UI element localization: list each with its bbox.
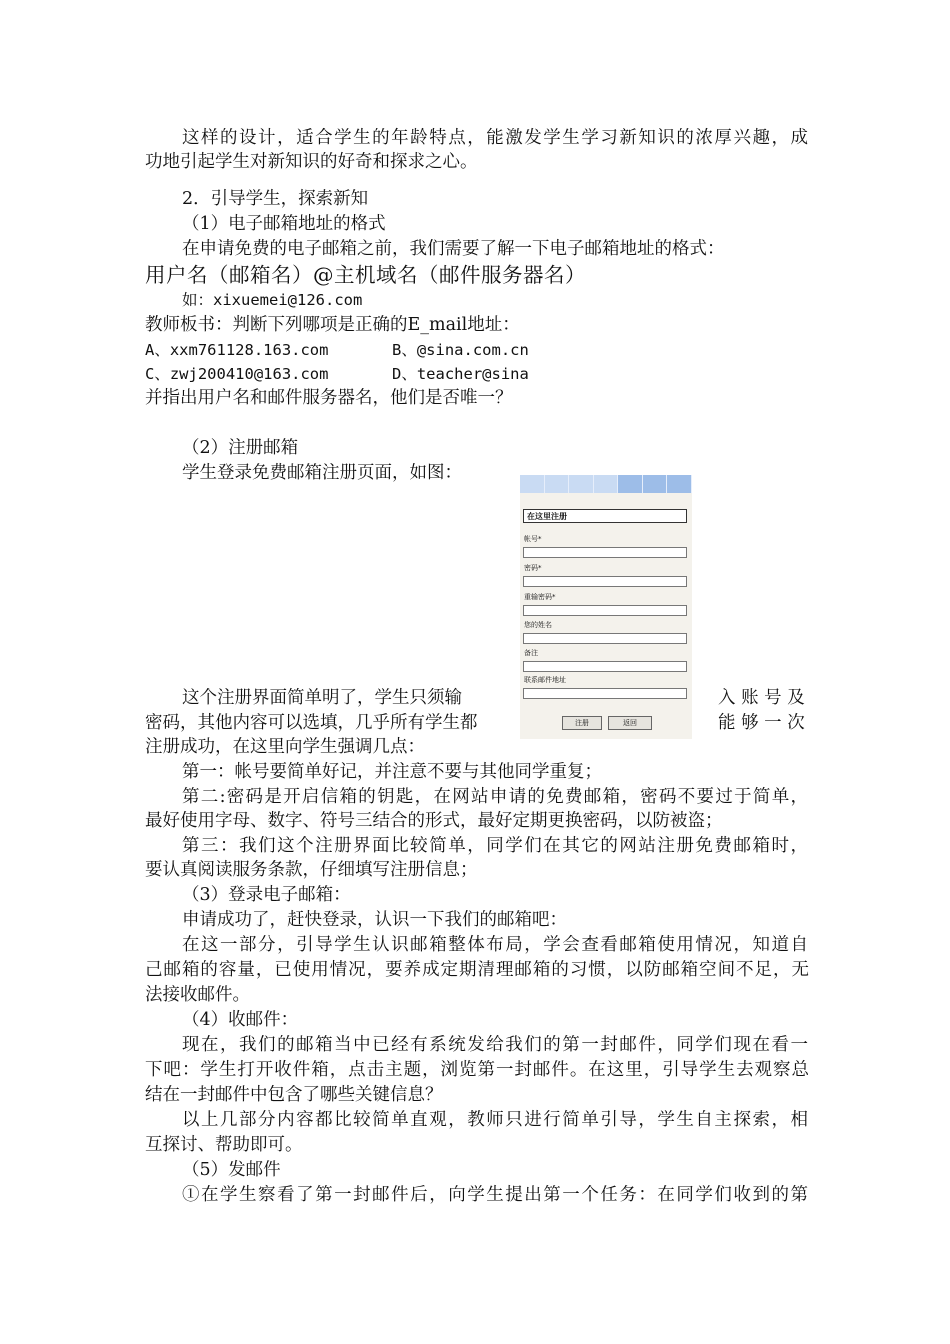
paragraph-line: 互探讨、帮助即可。 — [145, 1135, 303, 1155]
paragraph-line: 现在，我们的邮箱当中已经有系统发给我们的第一封邮件，同学们现在看一 — [182, 1035, 808, 1055]
repeat-password-input[interactable] — [523, 605, 687, 616]
subsection-heading: （3）登录电子邮箱： — [182, 885, 351, 905]
option-d: D、teacher@sina — [392, 365, 529, 383]
option-a: A、xxm761128.163.com — [145, 341, 329, 359]
subsection-heading: （1）电子邮箱地址的格式 — [182, 214, 386, 234]
paragraph-line: 下吧：学生打开收件箱，点击主题，浏览第一封邮件。在这里，引导学生去观察总 — [145, 1060, 809, 1080]
name-input[interactable] — [523, 633, 687, 644]
paragraph-line: 结在一封邮件中包含了哪些关键信息？ — [145, 1085, 443, 1105]
account-label: 帐号* — [524, 535, 542, 543]
form-header-bar — [520, 475, 692, 493]
address-format: 用户名（邮箱名）@主机域名（邮件服务器名） — [145, 263, 586, 287]
paragraph-line: 在申请免费的电子邮箱之前，我们需要了解一下电子邮箱地址的格式： — [182, 239, 725, 259]
password-label: 密码* — [524, 564, 542, 572]
paragraph-line: 功地引起学生对新知识的好奇和探求之心。 — [145, 152, 478, 172]
paragraph-line: 并指出用户名和邮件服务器名，他们是否唯一？ — [145, 388, 513, 408]
paragraph-line: 以上几部分内容都比较简单直观，教师只进行简单引导，学生自主探索，相 — [182, 1110, 808, 1130]
point-1: 第一：帐号要简单好记，并注意不要与其他同学重复； — [182, 762, 602, 782]
email-label: 联系邮件地址 — [524, 676, 566, 684]
subsection-heading: （2）注册邮箱 — [182, 438, 299, 458]
paragraph-line: ①在学生察看了第一封邮件后，向学生提出第一个任务：在同学们收到的第 — [182, 1185, 808, 1205]
paragraph-line: 这样的设计，适合学生的年龄特点，能激发学生学习新知识的浓厚兴趣，成 — [182, 128, 808, 148]
paragraph-line: 入 账 号 及 — [718, 688, 805, 708]
point-3: 第三：我们这个注册界面比较简单，同学们在其它的网站注册免费邮箱时， — [182, 836, 808, 856]
point-2: 第二:密码是开启信箱的钥匙，在网站申请的免费邮箱，密码不要过于简单， — [182, 787, 808, 807]
option-c: C、zwj200410@163.com — [145, 365, 329, 383]
paragraph-line: 密码，其他内容可以选填，几乎所有学生都 — [145, 713, 478, 733]
paragraph-line: 最好使用字母、数字、符号三结合的形式，最好定期更换密码，以防被盗； — [145, 811, 723, 831]
paragraph-line: 注册成功，在这里向学生强调几点： — [145, 737, 425, 757]
form-title: 在这里注册 — [523, 509, 687, 523]
section-heading: 2．引导学生，探索新知 — [182, 189, 369, 209]
paragraph-line: 法接收邮件。 — [145, 985, 250, 1005]
paragraph-line: 申请成功了，赶快登录，认识一下我们的邮箱吧： — [182, 910, 567, 930]
name-label: 您的姓名 — [524, 621, 552, 629]
example-address: 如：xixuemei@126.com — [182, 291, 363, 309]
note-input[interactable] — [523, 661, 687, 672]
board-question: 教师板书：判断下列哪项是正确的E_mail地址： — [145, 315, 520, 335]
password-input[interactable] — [523, 576, 687, 587]
registration-form-figure — [520, 475, 692, 739]
back-button[interactable]: 返回 — [608, 716, 652, 730]
subsection-heading: （5）发邮件 — [182, 1160, 281, 1180]
paragraph-line: 学生登录免费邮箱注册页面，如图： — [182, 463, 462, 483]
subsection-heading: （4）收邮件： — [182, 1010, 299, 1030]
option-b: B、@sina.com.cn — [392, 341, 529, 359]
account-input[interactable] — [523, 547, 687, 558]
paragraph-line: 这个注册界面简单明了，学生只须输 — [182, 688, 462, 708]
paragraph-line: 在这一部分，引导学生认识邮箱整体布局，学会查看邮箱使用情况，知道自 — [182, 935, 808, 955]
paragraph-line: 能 够 一 次 — [718, 713, 805, 733]
paragraph-line: 要认真阅读服务条款，仔细填写注册信息； — [145, 860, 478, 880]
paragraph-line: 己邮箱的容量，已使用情况，要养成定期清理邮箱的习惯，以防邮箱空间不足，无 — [145, 960, 809, 980]
email-input[interactable] — [523, 688, 687, 699]
repeat-password-label: 重输密码* — [524, 593, 556, 601]
register-button[interactable]: 注册 — [562, 716, 602, 730]
note-label: 备注 — [524, 649, 538, 657]
